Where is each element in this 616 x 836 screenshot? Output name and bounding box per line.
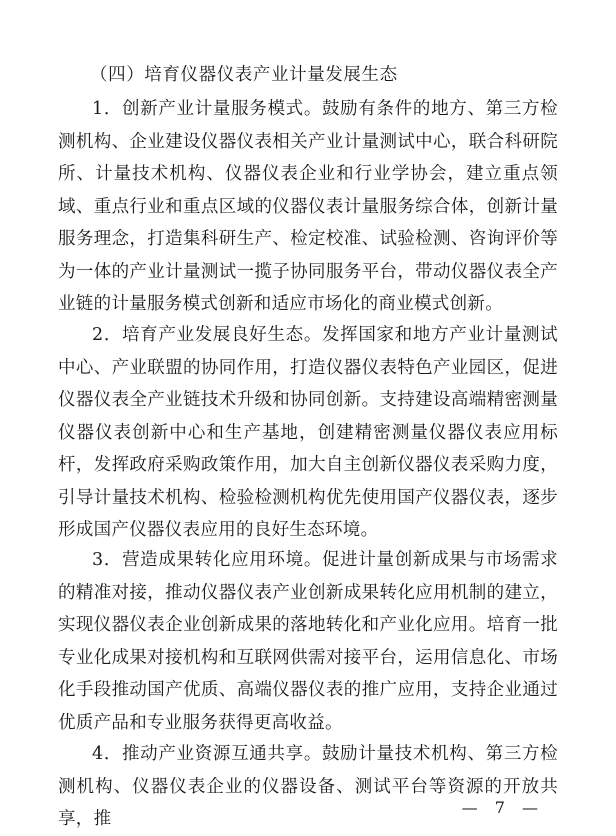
paragraph-2 — [58, 319, 558, 547]
paragraph-3-body: 促进计量创新成果与市场需求的精准对接，推动仪器仪表产业创新成果转化应用机制的建立，实现仪器仪表企业创新成果的落地转化和产业化应用。培育一批专业化成果对接机构和互联网供需对接平台，运用信息化、市场化手段推动国产优质、高端仪器仪表的推广应用，支持企业通过优质产品和专业服务获得更高收益。 — [58, 550, 558, 733]
paragraph-1-lead: 1．创新产业计量服务模式。 — [92, 99, 322, 119]
paragraph-3 — [58, 544, 558, 739]
section-heading: （四）培育仪器仪表产业计量发展生态 — [90, 65, 398, 85]
page-number: — 7 — — [461, 798, 544, 817]
paragraph-4-lead: 4．推动产业资源互通共享。 — [92, 744, 322, 764]
paragraph-4-body: 鼓励计量技术机构、第三方检测机构、仪器仪表企业的仪器设备、测试平台等资源的开放共享，推 — [58, 744, 558, 829]
paragraph-1-body: 鼓励有条件的地方、第三方检测机构、企业建设仪器仪表相关产业计量测试中心，联合科研院所、计量技术机构、仪器仪表企业和行业学协会，建立重点领域、重点行业和重点区域的仪器仪表计量服务综合体，创新计量服务理念，打造集科研生产、检定校准、试验检测、咨询评价等为一体的产业计量测试一揽子协同服务平台，带动仪器仪表全产业链的计量服务模式创新和适应市场化的商业模式创新。 — [58, 99, 558, 314]
paragraph-2-body: 发挥国家和地方产业计量测试中心、产业联盟的协同作用，打造仪器仪表特色产业园区，促进仪器仪表全产业链技术升级和协同创新。支持建设高端精密测量仪器仪表创新中心和生产基地，创建精密测量仪器仪表应用标杆，发挥政府采购政策作用，加大自主创新仪器仪表采购力度，引导计量技术机构、检验检测机构优先使用国产仪器仪表，逐步形成国产仪器仪表应用的良好生态环境。 — [58, 325, 558, 540]
paragraph-4 — [58, 738, 558, 829]
paragraph-1 — [58, 93, 558, 321]
paragraph-2-lead: 2．培育产业发展良好生态。 — [92, 325, 322, 345]
paragraph-3-lead: 3．营造成果转化应用环境。 — [92, 550, 322, 570]
